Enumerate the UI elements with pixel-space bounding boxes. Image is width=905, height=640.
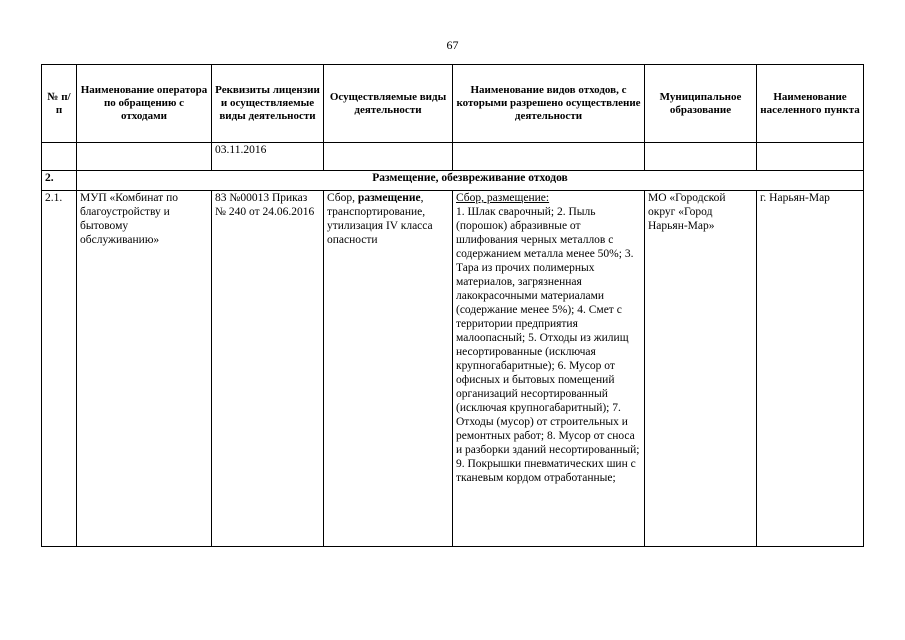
municipality-cell: МО «Городской округ «Город Нарьян-Мар» — [645, 191, 757, 547]
waste-operators-table — [41, 64, 864, 547]
license-details: 83 №00013 Приказ № 240 от 24.06.2016 — [212, 191, 324, 547]
waste-types-cell — [453, 191, 645, 547]
table-header-row — [42, 65, 864, 143]
row-number: 2.1. — [42, 191, 77, 547]
header-number: № п/п — [42, 65, 77, 143]
header-waste-types: Наименование видов отходов, с которыми разрешено осуществление деятельности — [453, 65, 645, 143]
operator-name: МУП «Комбинат по благоустройству и бытовому обслуживанию» — [77, 191, 212, 547]
header-activities: Осуществляемые виды деятельности — [324, 65, 453, 143]
section-number: 2. — [42, 171, 77, 191]
header-operator: Наименование оператора по обращению с отходами — [77, 65, 212, 143]
waste-list: 1. Шлак сварочный; 2. Пыль (порошок) абразивные от шлифования черных металлов с содержанием металла менее 50%; 3. Тара из прочих полимерных материалов, загрязненная лакокрасочными материалами (содержание менее 5%); 4. Смет с территории предприятия малоопасный; 5. Отходы из жилищ несортированные (исключая крупногабаритные); 6. Мусор от офисных и бытовых помещений организаций несортированный (исключая крупногабаритный); 7. Отходы (мусор) от строительных и ремонтных работ; 8. Мусор от сноса и разборки зданий несортированный; 9. Покрышки пневматических шин с тканевым кордом отработанные; — [456, 206, 640, 484]
section-title: Размещение, обезвреживание отходов — [77, 171, 864, 191]
page-number: 67 — [446, 38, 459, 52]
activities-cell: Сбор, размещение, транспортирование, утилизация IV класса опасности — [324, 191, 453, 547]
header-settlement: Наименование населенного пункта — [757, 65, 864, 143]
table-row-continuation — [42, 143, 864, 171]
header-municipality: Муниципальное образование — [645, 65, 757, 143]
table-row — [42, 191, 864, 547]
section-row — [42, 171, 864, 191]
settlement-cell: г. Нарьян-Мар — [757, 191, 864, 547]
waste-heading: Сбор, размещение: — [456, 192, 550, 204]
header-license: Реквизиты лицензии и осуществляемые виды деятельности — [212, 65, 324, 143]
activities-bold: размещение — [357, 192, 421, 204]
license-date-cell: 03.11.2016 — [212, 143, 324, 171]
